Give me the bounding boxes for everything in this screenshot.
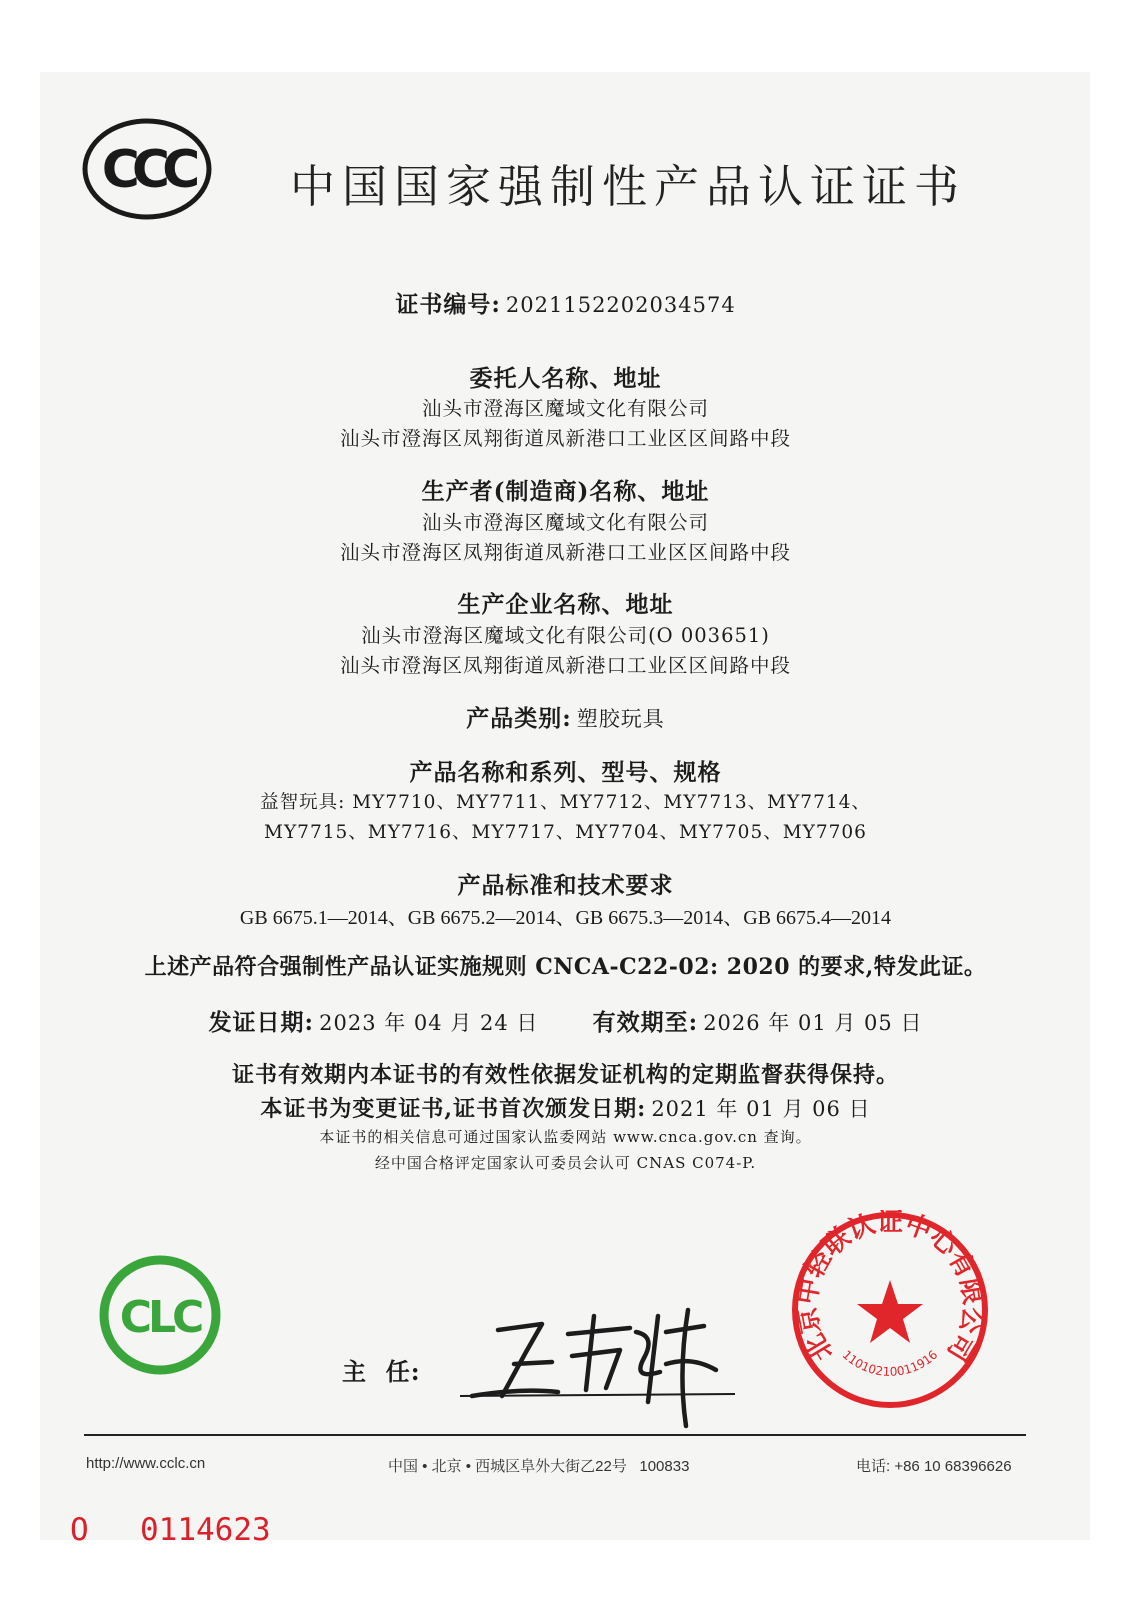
clc-logo bbox=[98, 1254, 222, 1376]
issue-date-label: 发证日期: bbox=[208, 1009, 315, 1036]
seal-number: 11010210011916 bbox=[839, 1347, 941, 1379]
footer-phone: 电话: +86 10 68396626 bbox=[856, 1458, 1012, 1475]
first-issue-value: 2021 年 01 月 06 日 bbox=[651, 1097, 871, 1121]
serial-value: 0114623 bbox=[140, 1512, 271, 1548]
certificate-title: 中国国家强制性产品认证证书 bbox=[290, 160, 967, 213]
director-signature bbox=[460, 1292, 735, 1432]
first-issue-label: 本证书为变更证书,证书首次颁发日期: bbox=[260, 1096, 647, 1122]
factory-name: 汕头市澄海区魔域文化有限公司(O 003651) bbox=[361, 624, 770, 647]
serial-prefix: O bbox=[70, 1512, 89, 1548]
serial-number bbox=[70, 1512, 271, 1548]
director-label: 主 任: bbox=[342, 1357, 421, 1386]
company-seal bbox=[790, 1210, 990, 1410]
product-heading: 产品名称和系列、型号、规格 bbox=[409, 759, 722, 786]
category-line bbox=[0, 700, 1131, 733]
category-value: 塑胶玩具 bbox=[576, 707, 665, 731]
manufacturer-name: 汕头市澄海区魔域文化有限公司 bbox=[421, 511, 709, 534]
cert-number-label: 证书编号: bbox=[395, 291, 501, 318]
svg-text:CCC: CCC bbox=[101, 140, 193, 200]
product-models-line2: MY7715、MY7716、MY7717、MY7704、MY7705、MY7706 bbox=[264, 822, 867, 843]
factory-address: 汕头市澄海区凤翔街道凤新港口工业区区间路中段 bbox=[339, 654, 791, 677]
svg-text:CLC: CLC bbox=[119, 1292, 201, 1343]
ccc-logo bbox=[82, 118, 212, 220]
category-label: 产品类别: bbox=[466, 705, 572, 732]
svg-text:11010210011916 bbox=[840, 1348, 941, 1379]
accreditation-note: 经中国合格评定国家认可委员会认可 CNAS C074-P. bbox=[374, 1154, 757, 1172]
factory-heading: 生产企业名称、地址 bbox=[457, 591, 674, 618]
valid-until-label: 有效期至: bbox=[592, 1009, 699, 1036]
footer-address: 中国 • 北京 • 西城区阜外大街乙22号 100833 bbox=[388, 1458, 690, 1475]
product-models-line1: 益智玩具: MY7710、MY7711、MY7712、MY7713、MY7714、 bbox=[260, 792, 871, 813]
manufacturer-address: 汕头市澄海区凤翔街道凤新港口工业区区间路中段 bbox=[339, 541, 791, 564]
validity-notice: 证书有效期内本证书的有效性依据发证机构的定期监督获得保持。 bbox=[231, 1062, 899, 1088]
dates-line bbox=[0, 1004, 1131, 1037]
manufacturer-heading: 生产者(制造商)名称、地址 bbox=[421, 478, 710, 505]
first-issue-line bbox=[0, 1092, 1131, 1123]
footer-url[interactable]: http://www.cclc.cn bbox=[86, 1455, 206, 1472]
issue-date-value: 2023 年 04 月 24 日 bbox=[319, 1011, 539, 1035]
applicant-name: 汕头市澄海区魔域文化有限公司 bbox=[421, 397, 709, 420]
conformity-statement: 上述产品符合强制性产品认证实施规则 CNCA-C22-02: 2020 的要求,特发此证。 bbox=[144, 954, 987, 980]
applicant-heading: 委托人名称、地址 bbox=[469, 365, 662, 392]
standards-heading: 产品标准和技术要求 bbox=[457, 872, 674, 899]
footer-rule bbox=[84, 1434, 1026, 1436]
valid-until-value: 2026 年 01 月 05 日 bbox=[703, 1011, 923, 1035]
standards-value: GB 6675.1—2014、GB 6675.2—2014、GB 6675.3—2014、GB 6675.4—2014 bbox=[239, 907, 892, 929]
cert-number-line bbox=[0, 286, 1131, 319]
applicant-address: 汕头市澄海区凤翔街道凤新港口工业区区间路中段 bbox=[339, 427, 791, 450]
cert-number-value: 2021152202034574 bbox=[505, 293, 736, 317]
seal-text: 北京中轻联认证中心有限公司 bbox=[792, 1210, 988, 1366]
query-note: 本证书的相关信息可通过国家认监委网站 www.cnca.gov.cn 查询。 bbox=[319, 1128, 812, 1146]
